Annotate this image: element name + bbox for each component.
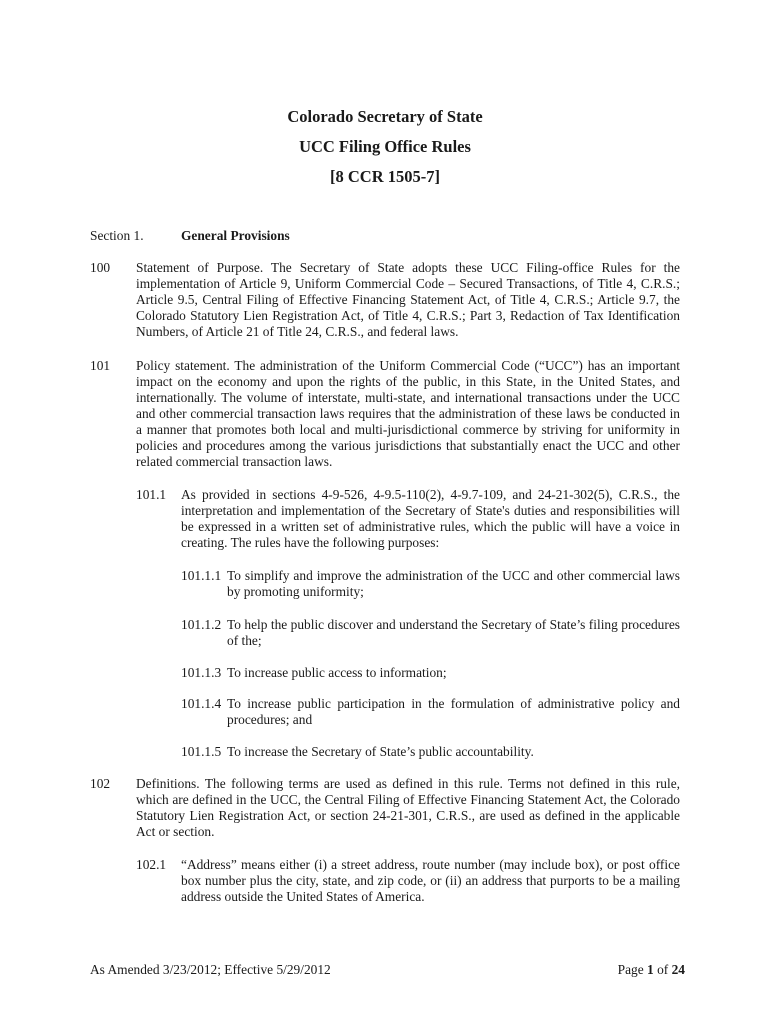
purpose-text: To help the public discover and understand the Secretary of State’s filing procedures of the; <box>227 617 680 648</box>
subparagraph-text: As provided in sections 4-9-526, 4-9.5-110(2), 4-9.7-109, and 24-21-302(5), C.R.S., the interpretation and implementation of the Secretary of State's duties and responsibilities will be expressed in a written set of administrative rules, which the public will have a voice in creating. The rules have the following purposes: <box>181 487 680 550</box>
title-line-citation: [8 CCR 1505-7] <box>330 167 440 186</box>
page-of-label: of <box>657 962 669 977</box>
subparagraph-text: “Address” means either (i) a street address, route number (may include box), or post office box number plus the city, state, and zip code, or (ii) an address that purports to be a mailing address outside the United States of America. <box>181 857 680 904</box>
purpose-text: To simplify and improve the administration of the UCC and other commercial laws by promoting uniformity; <box>227 568 680 599</box>
subparagraph-number: 102.1 <box>136 857 167 872</box>
paragraph-text: Definitions. The following terms are used as defined in this rule. Terms not defined in this rule, which are defined in the UCC, the Central Filing of Effective Financing Statement Act, the Colorado Statutory Lien Registration Act, or section 24-21-301, C.R.S., are used as defined in the applicable Act or section. <box>136 776 680 839</box>
page-number <box>618 962 685 978</box>
purpose-number: 101.1.3 <box>181 665 222 680</box>
subparagraph-102-1 <box>136 857 680 905</box>
purpose-101-1-3 <box>181 665 680 681</box>
amendment-date: As Amended 3/23/2012; Effective 5/29/2012 <box>90 962 331 977</box>
title-line-rules: UCC Filing Office Rules <box>299 137 471 156</box>
section-heading <box>90 228 290 244</box>
page-current: 1 <box>647 962 654 977</box>
paragraph-number: 102 <box>90 776 111 791</box>
paragraph-number: 101 <box>90 358 111 373</box>
subparagraph-number: 101.1 <box>136 487 167 502</box>
paragraph-102 <box>90 776 680 840</box>
purpose-text: To increase public access to information; <box>227 665 447 680</box>
section-number: Section 1. <box>90 228 144 243</box>
purpose-text: To increase the Secretary of State’s public accountability. <box>227 744 534 759</box>
paragraph-100 <box>90 260 680 340</box>
purpose-number: 101.1.1 <box>181 568 222 583</box>
section-name: General Provisions <box>181 228 290 243</box>
purpose-number: 101.1.2 <box>181 617 222 632</box>
document-title <box>0 102 770 192</box>
paragraph-text: Statement of Purpose. The Secretary of State adopts these UCC Filing-office Rules for the implementation of Article 9, Uniform Commercial Code – Secured Transactions, of Title 4, C.R.S.; Article 9.5, Central Filing of Effective Financing Statement Act, of Title 4, C.R.S.; Article 9.7, the Colorado Statutory Lien Registration Act, of Title 4, C.R.S.; Part 3, Redaction of Tax Identification Numbers, of Article 21 of Title 24, C.R.S., and federal laws. <box>136 260 680 339</box>
purpose-text: To increase public participation in the formulation of administrative policy and procedures; and <box>227 696 680 727</box>
purpose-101-1-4 <box>181 696 680 728</box>
purpose-101-1-5 <box>181 744 680 760</box>
purpose-101-1-1 <box>181 568 680 600</box>
paragraph-101 <box>90 358 680 470</box>
paragraph-text: Policy statement. The administration of the Uniform Commercial Code (“UCC”) has an important impact on the economy and upon the rights of the public, in this State, in the United States, and internationally. The volume of interstate, multi-state, and international transactions under the UCC and other commercial transaction laws requires that the administration of these laws be conducted in a manner that promotes both local and multi-jurisdictional commerce by striving for uniformity in policies and procedures among the various jurisdictions that substantially enact the UCC and other related commercial transaction laws. <box>136 358 680 469</box>
purpose-number: 101.1.5 <box>181 744 222 759</box>
paragraph-number: 100 <box>90 260 111 275</box>
page-label: Page <box>617 962 644 977</box>
purpose-number: 101.1.4 <box>181 696 222 711</box>
page-total: 24 <box>671 962 685 977</box>
title-line-agency: Colorado Secretary of State <box>287 107 483 126</box>
purpose-101-1-2 <box>181 617 680 649</box>
subparagraph-101-1 <box>136 487 680 551</box>
